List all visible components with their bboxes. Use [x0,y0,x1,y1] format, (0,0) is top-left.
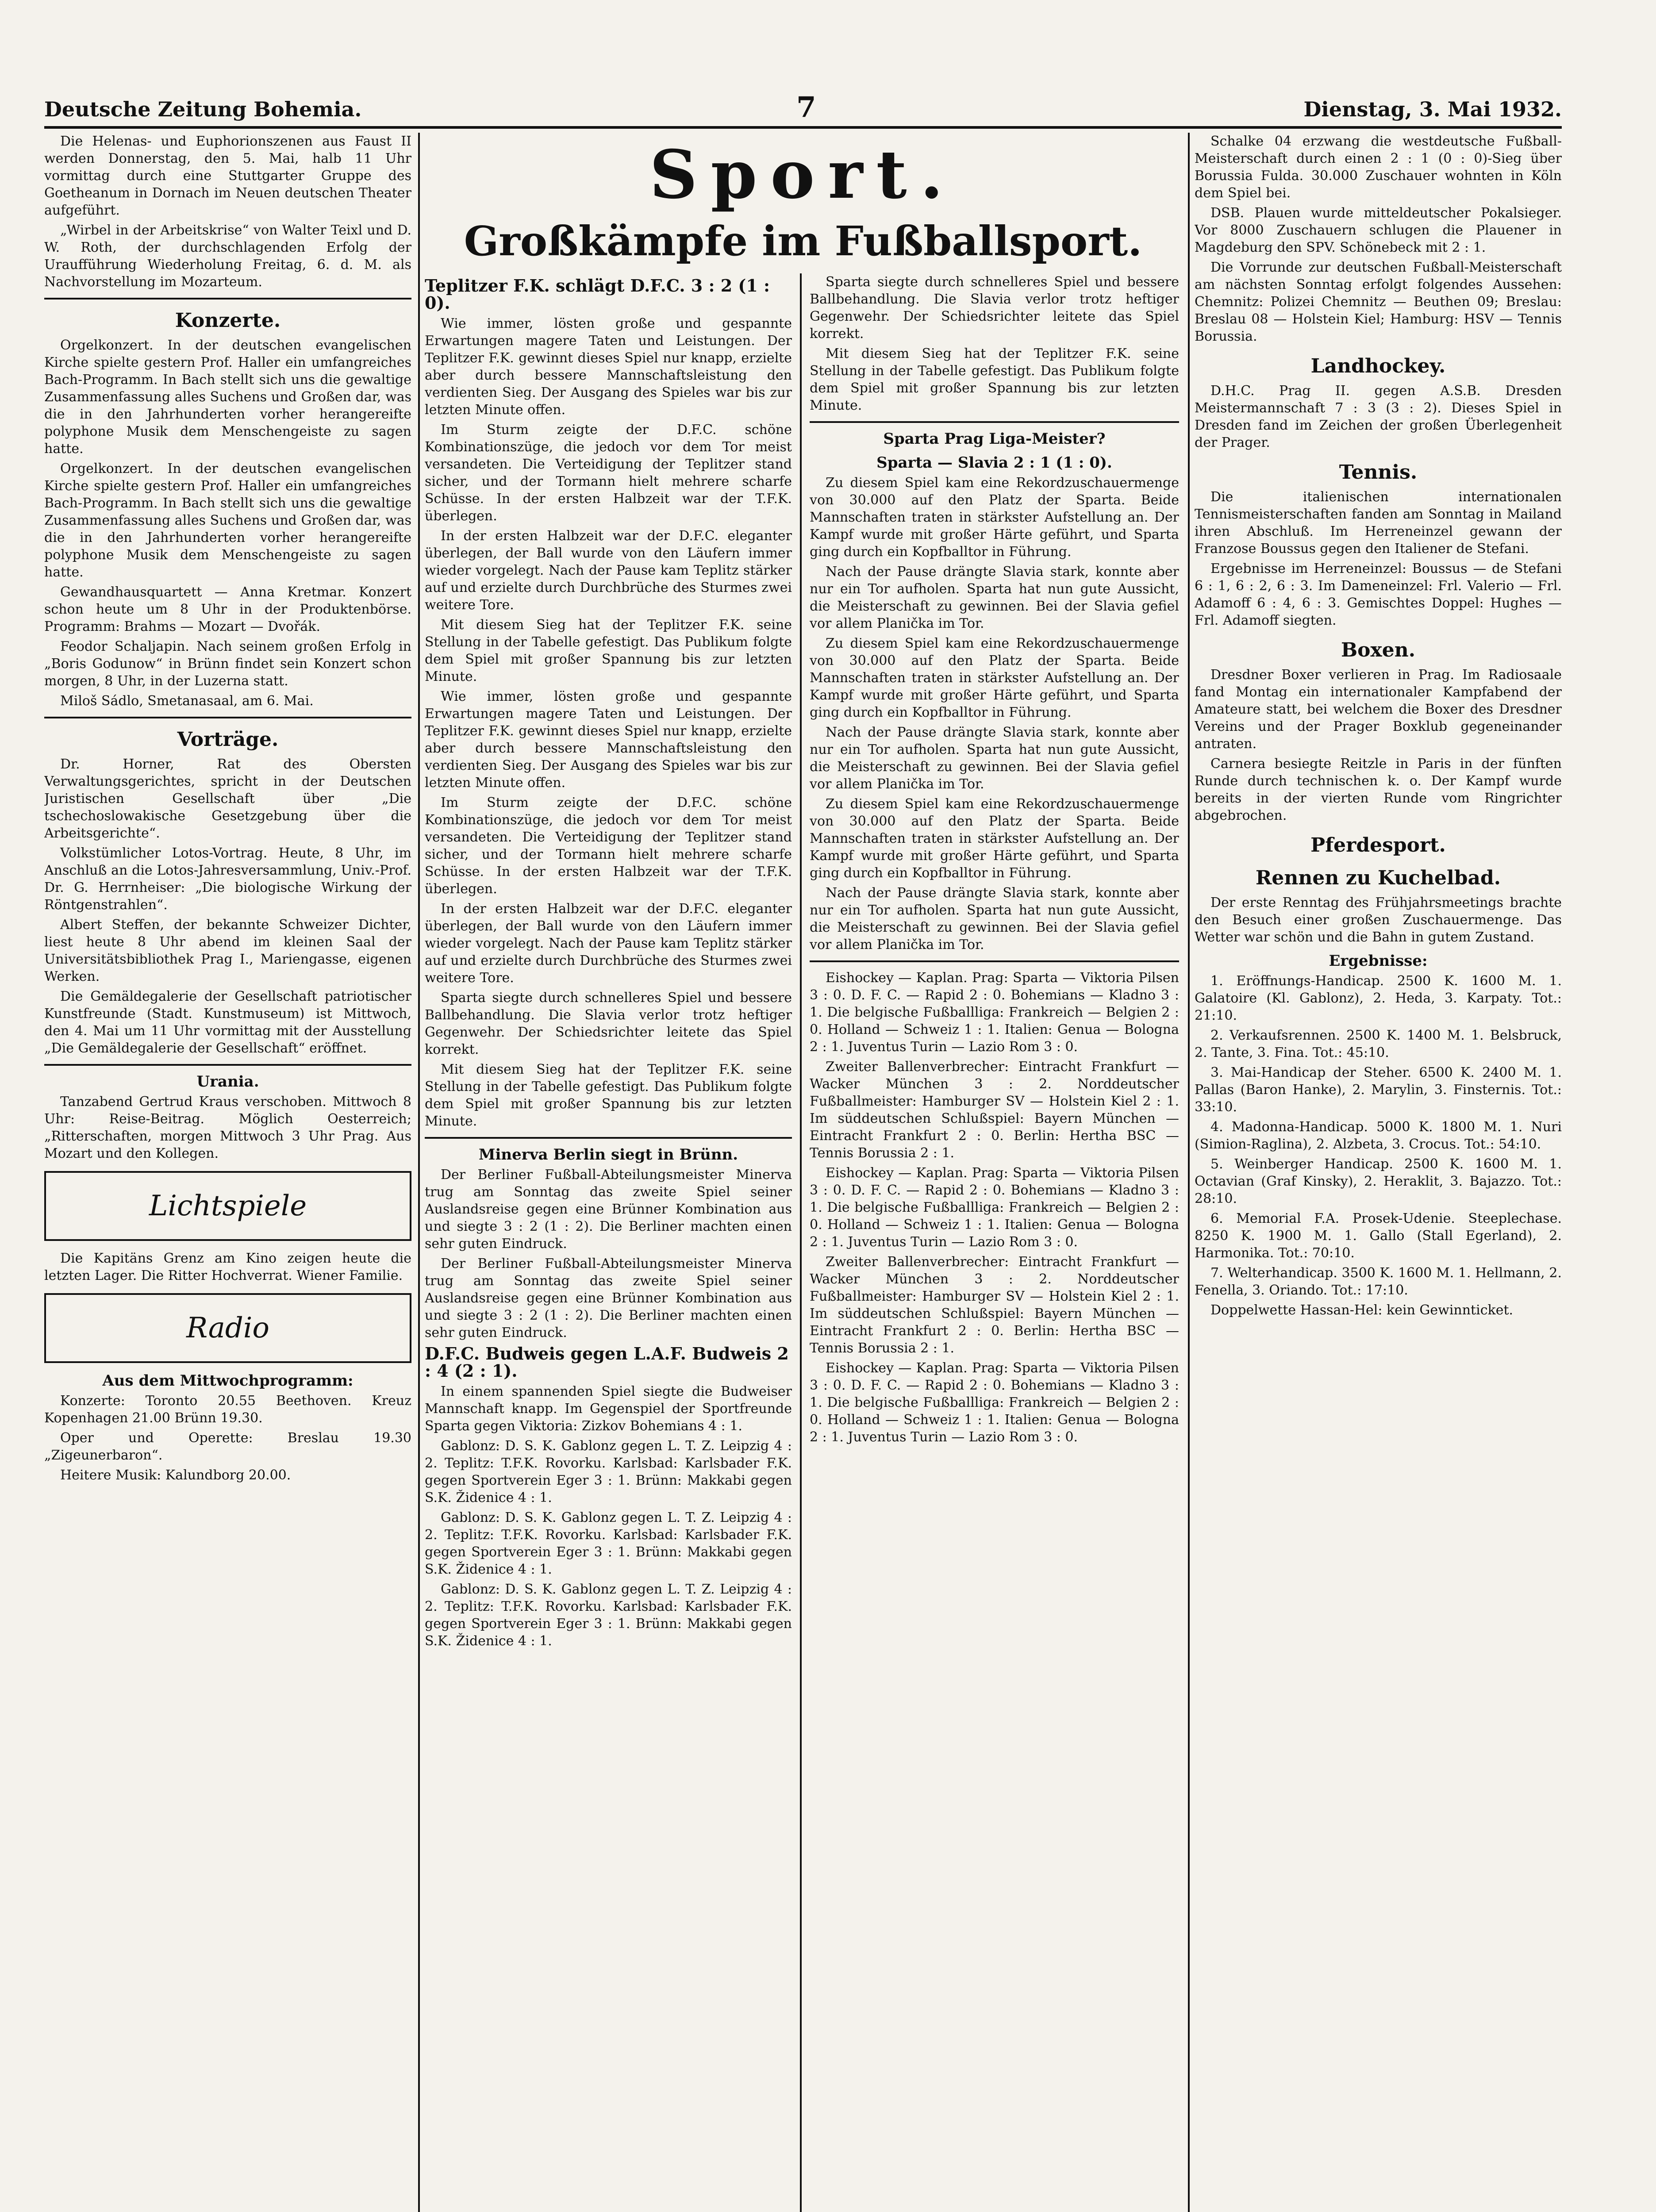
race-result: Doppelwette Hassan-Hel: kein Gewinnticket. [1210,1302,1514,1318]
galerie-notice: Die Gemäldegalerie der Gesellschaft patriotischer Kunstfreunde (Stadt. Kunstmuseum) ist Mittwoch, den 4. Mai um 11 Uhr vormittag mit der Ausstellung „Die Gemäldegalerie der Gesellschaft“ eröffnet. [44,989,411,1056]
minerva-text: Der Berliner Fußball-Abteilungsmeister Minerva trug am Sonntag das zweite Spiel seiner Auslandsreise gegen eine Brünner Kombination aus und siegte 3 : 2 (1 : 2). Die Berliner machten einen sehr guten Eindruck. [425,1256,792,1340]
teplitz-para: Wie immer, lösten große und gespannte Erwartungen magere Taten und Leistungen. Der Teplitzer F.K. gewinnt dieses Spiel nur knapp, erzielte aber durch bessere Mannschaftsleistung den verdienten Sieg. Der Ausgang des Spieles war bis zur letzten Minute offen. [425,689,792,791]
sport-section [425,133,1181,2212]
ergebnisse-heading: Ergebnisse: [1329,952,1428,970]
results-list: Eishockey — Kaplan. Prag: Sparta — Viktoria Pilsen 3 : 0. D. F. C. — Rapid 2 : 0. Bohemians — Kladno 3 : 1. Die belgische Fußballliga: Frankreich — Belgien 2 : 0. Holland — Schweiz 1 : 1. Italien: Genua — Bologna 2 : 1. Juventus Turin — Lazio Rom 3 : 0. [810,970,1179,1055]
race-result: 2. Verkaufsrennen. 2500 K. 1400 M. 1. Belsbruck, 2. Tante, 3. Fina. Tot.: 45:10. [1195,1028,1562,1060]
sport-title: Sport. [649,136,957,214]
column-rule [1188,133,1190,2212]
middle-results: Gablonz: D. S. K. Gablonz gegen L. T. Z. Leipzig 4 : 2. Teplitz: T.F.K. Rovorku. Karlsbad: Karlsbader F.K. gegen Sportverein Eger 3 : 1. Brünn: Makkabi gegen S.K. Židenice 4 : 1. [425,1510,792,1577]
sparta-text: Zu diesem Spiel kam eine Rekordzuschauermenge von 30.000 auf den Platz der Sparta. Beide Mannschaften traten in stärkster Aufstellung an. Der Kampf wurde mit großer Härte geführt, und Sparta ging durch ein Kopfballtor in Führung. [810,796,1179,881]
sport-col-a [425,273,792,1652]
sparta-text: Nach der Pause drängte Slavia stark, konnte aber nur ein Tor aufholen. Sparta hat nun gute Aussicht, die Meisterschaft zu gewinnen. Bei der Slavia gefiel vor allem Planička im Tor. [810,564,1179,631]
teplitz-para: In der ersten Halbzeit war der D.F.C. eleganter überlegen, der Ball wurde von den Läufern immer wieder vorgelegt. Nach der Pause kam Teplitz stärker auf und erzielte durch Durchbrüche des Sturmes zwei weitere Tore. [425,901,792,986]
sport-col-b [810,273,1179,1448]
pferdesport-heading: Pferdesport. [1310,834,1446,856]
race-result: 7. Welterhandicap. 3500 K. 1600 M. 1. Hellmann, 2. Fenella, 3. Oriando. Tot.: 17:10. [1195,1265,1562,1298]
budweis-text: In einem spannenden Spiel siegte die Budweiser Mannschaft knapp. Im Gegenspiel der Sportfreunde Sparta gegen Viktoria: Zizkov Bohemians 4 : 1. [425,1384,792,1434]
teplitz-para: Im Sturm zeigte der D.F.C. schöne Kombinationszüge, die jedoch vor dem Tor meist versandeten. Die Verteidigung der Teplitzer stand sicher, und der Tormann hielt mehrere scharfe Schüsse. In der ersten Halbzeit war der T.F.K. überlegen. [425,422,792,524]
teplitz-para: Mit diesem Sieg hat der Teplitzer F.K. seine Stellung in der Tabelle gefestigt. Das Publikum folgte dem Spiel mit großer Spannung bis zur letzten Minute. [425,1062,792,1129]
lichtspiele-text: Die Kapitäns Grenz am Kino zeigen heute die letzten Lager. Die Ritter Hochverrat. Wiener Familie. [44,1251,411,1283]
horner-notice: Dr. Horner, Rat des Obersten Verwaltungsgerichtes, spricht in der Deutschen Juristischen Gesellschaft über „Die tschechoslowakische Gesetzgebung über die Arbeitsgerichte“. [44,757,411,841]
teplitz-headline: Teplitzer F.K. schlägt D.F.C. 3 : 2 (1 : 0). [425,276,770,313]
tennis-text: Die italienischen internationalen Tennismeisterschaften fanden am Sonntag in Mailand ihren Abschluß. Im Herreneinzel gewann der Franzose Boussus gegen den Italiener de Stefani. [1195,489,1562,557]
landhockey-text: D.H.C. Prag II. gegen A.S.B. Dresden Meistermannschaft 7 : 3 (3 : 2). Dieses Spiel in Dresden fand im Zeichen der großen Überlegenheit der Prager. [1195,383,1562,450]
sparta-text: Nach der Pause drängte Slavia stark, konnte aber nur ein Tor aufholen. Sparta hat nun gute Aussicht, die Meisterschaft zu gewinnen. Bei der Slavia gefiel vor allem Planička im Tor. [810,885,1179,952]
lichtspiele-box: Lichtspiele [44,1171,411,1241]
sparta-headline: Sparta Prag Liga-Meister? [883,430,1106,448]
column-rule [418,133,420,2212]
middle-results: Gablonz: D. S. K. Gablonz gegen L. T. Z. Leipzig 4 : 2. Teplitz: T.F.K. Rovorku. Karlsbad: Karlsbader F.K. gegen Sportverein Eger 3 : 1. Brünn: Makkabi gegen S.K. Židenice 4 : 1. [425,1438,792,1505]
sport-columns [425,273,1181,2212]
sparta-text: Nach der Pause drängte Slavia stark, konnte aber nur ein Tor aufholen. Sparta hat nun gute Aussicht, die Meisterschaft zu gewinnen. Bei der Slavia gefiel vor allem Planička im Tor. [810,725,1179,792]
teplitz-para: Im Sturm zeigte der D.F.C. schöne Kombinationszüge, die jedoch vor dem Tor meist versandeten. Die Verteidigung der Teplitzer stand sicher, und der Tormann hielt mehrere scharfe Schüsse. In der ersten Halbzeit war der T.F.K. überlegen. [425,795,792,897]
race-result: 1. Eröffnungs-Handicap. 2500 K. 1600 M. 1. Galatoire (Kl. Gablonz), 2. Heda, 3. Karpaty. Tot.: 21:10. [1195,973,1562,1023]
sparta-score: Sparta — Slavia 2 : 1 (1 : 0). [876,454,1112,472]
sport-headline: Großkämpfe im Fußballsport. [464,217,1142,265]
divider [425,1137,792,1139]
column-rule [800,273,802,2212]
radio-line: Oper und Operette: Breslau 19.30 „Zigeunerbaron“. [44,1430,411,1463]
sparta-text: Zu diesem Spiel kam eine Rekordzuschauermenge von 30.000 auf den Platz der Sparta. Beide Mannschaften traten in stärkster Aufstellung an. Der Kampf wurde mit großer Härte geführt, und Sparta ging durch ein Kopfballtor in Führung. [810,636,1179,720]
landhockey-heading: Landhockey. [1310,355,1446,377]
faust-notice: Die Helenas- und Euphorionszenen aus Faust II werden Donnerstag, den 5. Mai, halb 11 Uhr vormittag durch eine Stuttgarter Gruppe des Goetheanum in Dornach im Neuen deutschen Theater aufgeführt. [44,134,411,218]
page-number: 7 [796,91,816,124]
masthead-title: Deutsche Zeitung Bohemia. [44,97,362,121]
teplitz-para: Wie immer, lösten große und gespannte Erwartungen magere Taten und Leistungen. Der Teplitzer F.K. gewinnt dieses Spiel nur knapp, erzielte aber durch bessere Mannschaftsleistung den verdienten Sieg. Der Ausgang des Spieles war bis zur letzten Minute offen. [425,316,792,418]
vortraege-heading: Vorträge. [177,728,279,751]
gewandhaus-notice: Gewandhausquartett — Anna Kretmar. Konzert schon heute um 8 Uhr in der Produktenbörse. Programm: Brahms — Mozart — Dvořák. [44,584,411,634]
divider [810,960,1179,962]
teplitz-para: Sparta siegte durch schnelleres Spiel und bessere Ballbehandlung. Die Slavia verlor trotz heftiger Gegenwehr. Der Schiedsrichter leitete das Spiel korrekt. [425,990,792,1057]
results-list: Zweiter Ballenverbrecher: Eintracht Frankfurt — Wacker München 3 : 2. Norddeutscher Fußballmeister: Hamburger SV — Holstein Kiel 2 : 1. Im süddeutschen Schlußspiel: Bayern München — Eintracht Frankfurt 2 : 0. Berlin: Hertha BSC — Tennis Borussia 2 : 1. [810,1059,1179,1161]
tennis-heading: Tennis. [1339,461,1418,484]
teplitz-cont: Mit diesem Sieg hat der Teplitzer F.K. seine Stellung in der Tabelle gefestigt. Das Publikum folgte dem Spiel mit großer Spannung bis zur letzten Minute. [810,346,1179,413]
sparta-text: Zu diesem Spiel kam eine Rekordzuschauermenge von 30.000 auf den Platz der Sparta. Beide Mannschaften traten in stärkster Aufstellung an. Der Kampf wurde mit großer Härte geführt, und Sparta ging durch ein Kopfballtor in Führung. [810,475,1179,560]
sadlo-notice: Miloš Sádlo, Smetanasaal, am 6. Mai. [60,693,314,709]
teplitz-para: Mit diesem Sieg hat der Teplitzer F.K. seine Stellung in der Tabelle gefestigt. Das Publikum folgte dem Spiel mit großer Spannung bis zur letzten Minute. [425,617,792,684]
orgelkonzert-review-cont: Orgelkonzert. In der deutschen evangelischen Kirche spielte gestern Prof. Haller ein umfangreiches Bach-Programm. In Bach stellt sich uns die gewaltige Zusammenfassung alles Suchens und Großen dar, was die in den Jahrhunderten vorher herangereifte polyphone Musik dem Menschengeiste zu sagen hatte. [44,461,411,580]
right-column [1195,133,1562,2212]
endrunde-notice: Die Vorrunde zur deutschen Fußball-Meisterschaft am nächsten Sonntag erfolgt folgendes Aussehen: Chemnitz: Polizei Chemnitz — Beuthen 09; Breslau: Breslau 08 — Holstein Kiel; Hamburg: HSV — Tennis Borussia. [1195,260,1562,344]
radio-box: Radio [44,1293,411,1363]
boxen-heading: Boxen. [1341,639,1416,661]
dsb-notice: DSB. Plauen wurde mitteldeutscher Pokalsieger. Vor 8000 Zuschauern schlugen die Plauener in Magdeburg den SPV. Schönebeck mit 2 : 1. [1195,205,1562,255]
steffen-notice: Albert Steffen, der bekannte Schweizer Dichter, liest heute 8 Uhr abend im kleinen Saal der Universitätsbibliothek Prag I., Mariengasse, eigenen Werken. [44,917,411,984]
radio-subheading: Aus dem Mittwochprogramm: [102,1372,353,1390]
rennen-text: Der erste Renntag des Frühjahrsmeetings brachte den Besuch einer großen Zuschauermenge. Das Wetter war schön und die Bahn in gutem Zustand. [1195,895,1562,945]
race-result: 5. Weinberger Handicap. 2500 K. 1600 M. 1. Octavian (Graf Kinsky), 2. Heraklit, 3. Bajazzo. Tot.: 28:10. [1195,1156,1562,1206]
middle-results: Gablonz: D. S. K. Gablonz gegen L. T. Z. Leipzig 4 : 2. Teplitz: T.F.K. Rovorku. Karlsbad: Karlsbader F.K. gegen Sportverein Eger 3 : 1. Brünn: Makkabi gegen S.K. Židenice 4 : 1. [425,1582,792,1649]
kuchelbad-heading: Rennen zu Kuchelbad. [1255,867,1501,889]
lotos-notice: Volkstümlicher Lotos-Vortrag. Heute, 8 Uhr, im Anschluß an die Lotos-Jahresversammlung, Univ.-Prof. Dr. G. Herrnheiser: „Die biologische Wirkung der Röntgenstrahlen“. [44,845,411,913]
race-result: 6. Memorial F.A. Prosek-Udenie. Steeplechase. 8250 K. 1900 M. 1. Gallo (Stall Egerland), 2. Harmonika. Tot.: 70:10. [1195,1211,1562,1261]
results-list: Zweiter Ballenverbrecher: Eintracht Frankfurt — Wacker München 3 : 2. Norddeutscher Fußballmeister: Hamburger SV — Holstein Kiel 2 : 1. Im süddeutschen Schlußspiel: Bayern München — Eintracht Frankfurt 2 : 0. Berlin: Hertha BSC — Tennis Borussia 2 : 1. [810,1254,1179,1356]
results-list: Eishockey — Kaplan. Prag: Sparta — Viktoria Pilsen 3 : 0. D. F. C. — Rapid 2 : 0. Bohemians — Kladno 3 : 1. Die belgische Fußballliga: Frankreich — Belgien 2 : 0. Holland — Schweiz 1 : 1. Italien: Genua — Bologna 2 : 1. Juventus Turin — Lazio Rom 3 : 0. [810,1165,1179,1250]
divider [44,298,411,300]
teplitz-para: In der ersten Halbzeit war der D.F.C. eleganter überlegen, der Ball wurde von den Läufern immer wieder vorgelegt. Nach der Pause kam Teplitz stärker auf und erzielte durch Durchbrüche des Sturmes zwei weitere Tore. [425,528,792,613]
divider [810,421,1179,423]
teplitz-cont: Sparta siegte durch schnelleres Spiel und bessere Ballbehandlung. Die Slavia verlor trotz heftiger Gegenwehr. Der Schiedsrichter leitete das Spiel korrekt. [810,274,1179,342]
minerva-text: Der Berliner Fußball-Abteilungsmeister Minerva trug am Sonntag das zweite Spiel seiner Auslandsreise gegen eine Brünner Kombination aus und siegte 3 : 2 (1 : 2). Die Berliner machten einen sehr guten Eindruck. [425,1167,792,1252]
budweis-headline: D.F.C. Budweis gegen L.A.F. Budweis 2 : 4 (2 : 1). [425,1344,789,1381]
radio-line: Konzerte: Toronto 20.55 Beethoven. Kreuz Kopenhagen 21.00 Brünn 19.30. [44,1393,411,1426]
tennis-text: Ergebnisse im Herreneinzel: Boussus — de Stefani 6 : 1, 6 : 2, 6 : 3. Im Dameneinzel: Frl. Valerio — Frl. Adamoff 6 : 4, 6 : 3. Gemischtes Doppel: Hughes — Frl. Adamoff siegten. [1195,561,1562,628]
schaljapin-notice: Feodor Schaljapin. Nach seinem großen Erfolg in „Boris Godunow“ in Brünn findet sein Konzert schon morgen, 8 Uhr, in der Luzerna statt. [44,639,411,689]
schalke-notice: Schalke 04 erzwang die westdeutsche Fußball-Meisterschaft durch einen 2 : 1 (0 : 0)-Sieg über Borussia Fulda. 30.000 Zuschauer wohnten in Köln dem Spiel bei. [1195,134,1562,201]
orgelkonzert-review: Orgelkonzert. In der deutschen evangelischen Kirche spielte gestern Prof. Haller ein umfangreiches Bach-Programm. In Bach stellt sich uns die gewaltige Zusammenfassung alles Suchens und Großen dar, was die in den Jahrhunderten vorher herangereifte polyphone Musik dem Menschengeiste zu sagen hatte. [44,338,411,457]
race-result: 3. Mai-Handicap der Steher. 6500 K. 2400 M. 1. Pallas (Baron Hanke), 2. Marylin, 3. Finsternis. Tot.: 33:10. [1195,1065,1562,1115]
masthead-date: Dienstag, 3. Mai 1932. [1303,97,1562,121]
boxen-text: Dresdner Boxer verlieren in Prag. Im Radiosaale fand Montag ein internationaler Kampfabend der Amateure statt, bei welchem die Boxer des Dresdner Vereins und der Prager Boxklub gegeneinander antraten. [1195,667,1562,752]
urania-text: Tanzabend Gertrud Kraus verschoben. Mittwoch 8 Uhr: Reise-Beitrag. Möglich Oesterreich; „Ritterschaften, morgen Mittwoch 3 Uhr Prag. Aus Mozart und den Kollegen. [44,1094,411,1161]
urania-heading: Urania. [196,1073,259,1091]
race-result: 4. Madonna-Handicap. 5000 K. 1800 M. 1. Nuri (Simion-Raglina), 2. Alzbeta, 3. Crocus. Tot.: 54:10. [1195,1119,1562,1152]
radio-line: Heitere Musik: Kalundborg 20.00. [60,1467,291,1483]
boxen-text: Carnera besiegte Reitzle in Paris in der fünften Runde durch technischen k. o. Der Kampf wurde bereits in der vierten Runde vom Ringrichter abgebrochen. [1195,756,1562,823]
masthead [44,91,1562,129]
wirbel-notice: „Wirbel in der Arbeitskrise“ von Walter Teixl und D. W. Roth, der durchschlagenden Erfolg der Uraufführung Wiederholung Freitag, 6. d. M. als Nachvorstellung im Mozarteum. [44,223,411,290]
divider [44,1064,411,1066]
minerva-headline: Minerva Berlin siegt in Brünn. [478,1146,738,1164]
divider [44,717,411,718]
konzerte-heading: Konzerte. [175,309,281,332]
left-column [44,133,411,2212]
results-list: Eishockey — Kaplan. Prag: Sparta — Viktoria Pilsen 3 : 0. D. F. C. — Rapid 2 : 0. Bohemians — Kladno 3 : 1. Die belgische Fußballliga: Frankreich — Belgien 2 : 0. Holland — Schweiz 1 : 1. Italien: Genua — Bologna 2 : 1. Juventus Turin — Lazio Rom 3 : 0. [810,1360,1179,1445]
